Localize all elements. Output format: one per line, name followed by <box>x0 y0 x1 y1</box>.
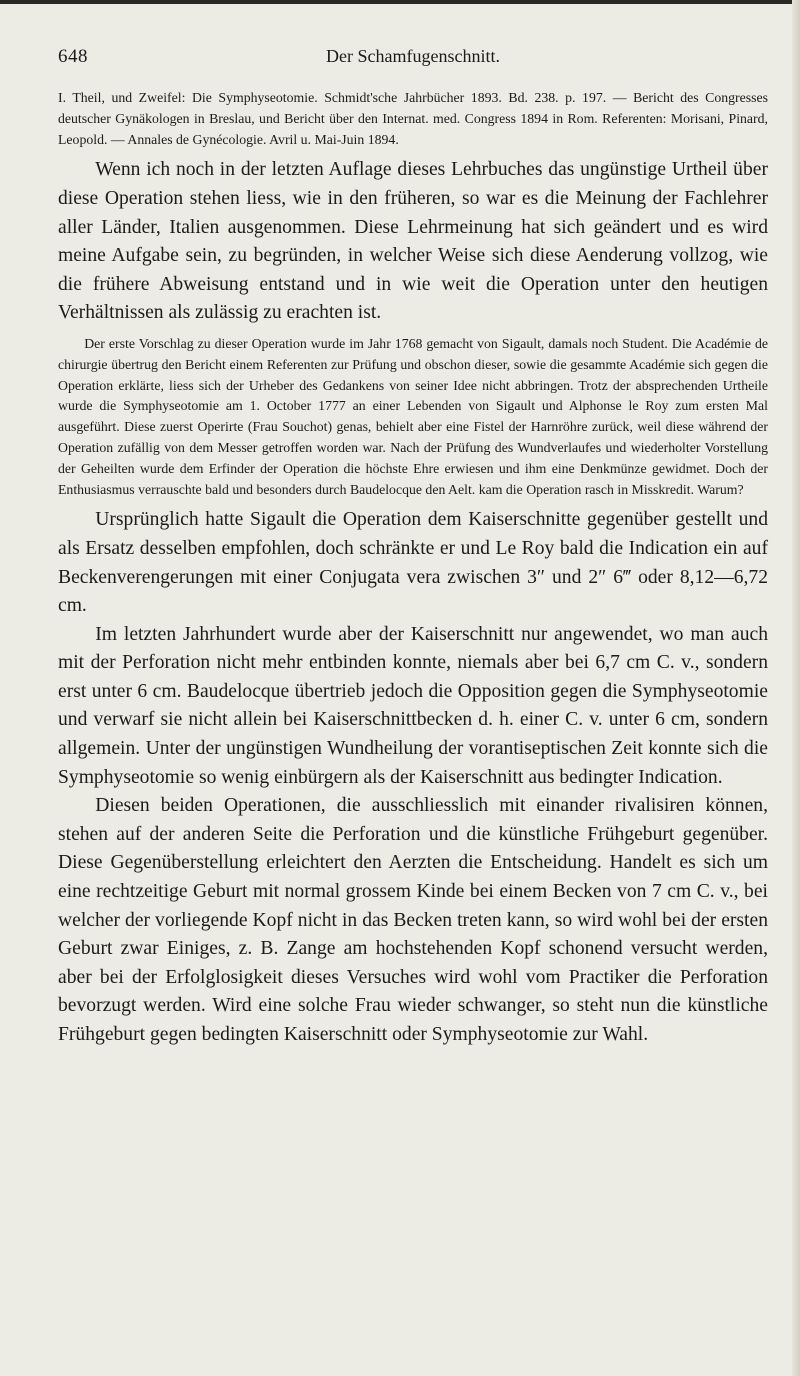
page-body <box>58 88 768 1050</box>
page-number: 648 <box>58 46 88 67</box>
last-century-paragraph: Im letzten Jahrhundert wurde aber der Kaiserschnitt nur angewendet, wo man auch mit der Perforation nicht mehr entbinden konnte, niemals aber bei 6,7 cm C. v., sondern erst unter 6 cm. Baudelocque übertrieb jedoch die Opposition gegen die Symphyseotomie und verwarf sie nicht allein bei Kaiserschnittbecken d. h. einer C. v. unter 6 cm, sondern allgemein. Unter der ungünstigen Wundheilung der vorantiseptischen Zeit konnte sich die Symphyseotomie so wenig einbürgern als der Kaiserschnitt aus bedingter Indication. <box>58 623 768 788</box>
page-right-edge <box>792 0 800 1376</box>
history-paragraph: Der erste Vorschlag zu dieser Operation wurde im Jahr 1768 gemacht von Sigault, damals noch Student. Die Académie de chirurgie übertrug den Bericht einem Referenten zur Prüfung und obschon dieser, sowie die gesammte Académie sich gegen die Operation erklärte, liess sich der Urheber des Gedankens von seiner Idee nicht abbringen. Trotz der absprechenden Urtheile wurde die Symphyseotomie am 1. October 1777 an einer Lebenden von Sigault und Alphonse le Roy zum ersten Mal ausgeführt. Diese zuerst Operirte (Frau Souchot) genas, behielt aber eine Fistel der Harnröhre zurück, weil diese während der Operation zufällig von dem Messer getroffen worden war. Nach der Prüfung des Wundverlaufes und wiederholter Vorstellung der Geheilten wurde dem Erfinder der Operation die höchste Ehre erwiesen und ihm eine Denkmünze gewidmet. Doch der Enthusiasmus verrauschte bald und besonders durch Baudelocque den Aelt. kam die Operation rasch in Misskredit. Warum? <box>58 335 768 497</box>
references-paragraph: I. Theil, und Zweifel: Die Symphyseotomie. Schmidt'sche Jahrbücher 1893. Bd. 238. p. 197. — Bericht des Congresses deutscher Gynäkologen in Breslau, und Bericht über den Internat. med. Congress 1894 in Rom. Referenten: Morisani, Pinard, Leopold. — Annales de Gynécologie. Avril u. Mai-Juin 1894. <box>58 90 768 147</box>
intro-paragraph: Wenn ich noch in der letzten Auflage dieses Lehrbuches das ungünstige Urtheil über diese Operation stehen liess, wie in den früheren, so war es die Meinung der Fachlehrer aller Länder, Italien ausgenommen. Diese Lehrmeinung hat sich geändert und es wird meine Aufgabe sein, zu begründen, in welcher Weise sich diese Aenderung vollzog, wie die frühere Abweisung entstand und in wie weit die Operation unter den heutigen Verhältnissen als zulässig zu erachten ist. <box>58 159 768 324</box>
rivalry-paragraph: Diesen beiden Operationen, die ausschliesslich mit einander rivalisiren können, stehen auf der anderen Seite die Perforation und die künstliche Frühgeburt gegenüber. Diese Gegenüberstellung erleichtert den Aerzten die Entscheidung. Handelt es sich um eine rechtzeitige Geburt mit normal grossem Kinde bei einem Becken von 7 cm C. v., bei welcher der vorliegende Kopf nicht in das Becken treten kann, so wird wohl bei der ersten Geburt zwar Einiges, z. B. Zange am hochstehenden Kopf schonend versucht werden, aber bei der Erfolglosigkeit dieses Versuches wird wohl vom Practiker die Perforation bevorzugt werden. Wird eine solche Frau wieder schwanger, so steht nun die künstliche Frühgeburt gegen bedingten Kaiserschnitt oder Symphyseotomie zur Wahl. <box>58 795 768 1046</box>
running-head: Der Schamfugenschnitt. <box>326 46 500 66</box>
page-header <box>58 46 768 70</box>
origin-paragraph: Ursprünglich hatte Sigault die Operation dem Kaiserschnitte gegenüber gestellt und als Ersatz desselben empfohlen, doch schränkte er und Le Roy bald die Indication ein auf Beckenverengerungen mit einer Conjugata vera zwischen 3″ und 2″ 6‴ oder 8,12—6,72 cm. <box>58 509 768 617</box>
page-top-edge <box>0 0 800 4</box>
